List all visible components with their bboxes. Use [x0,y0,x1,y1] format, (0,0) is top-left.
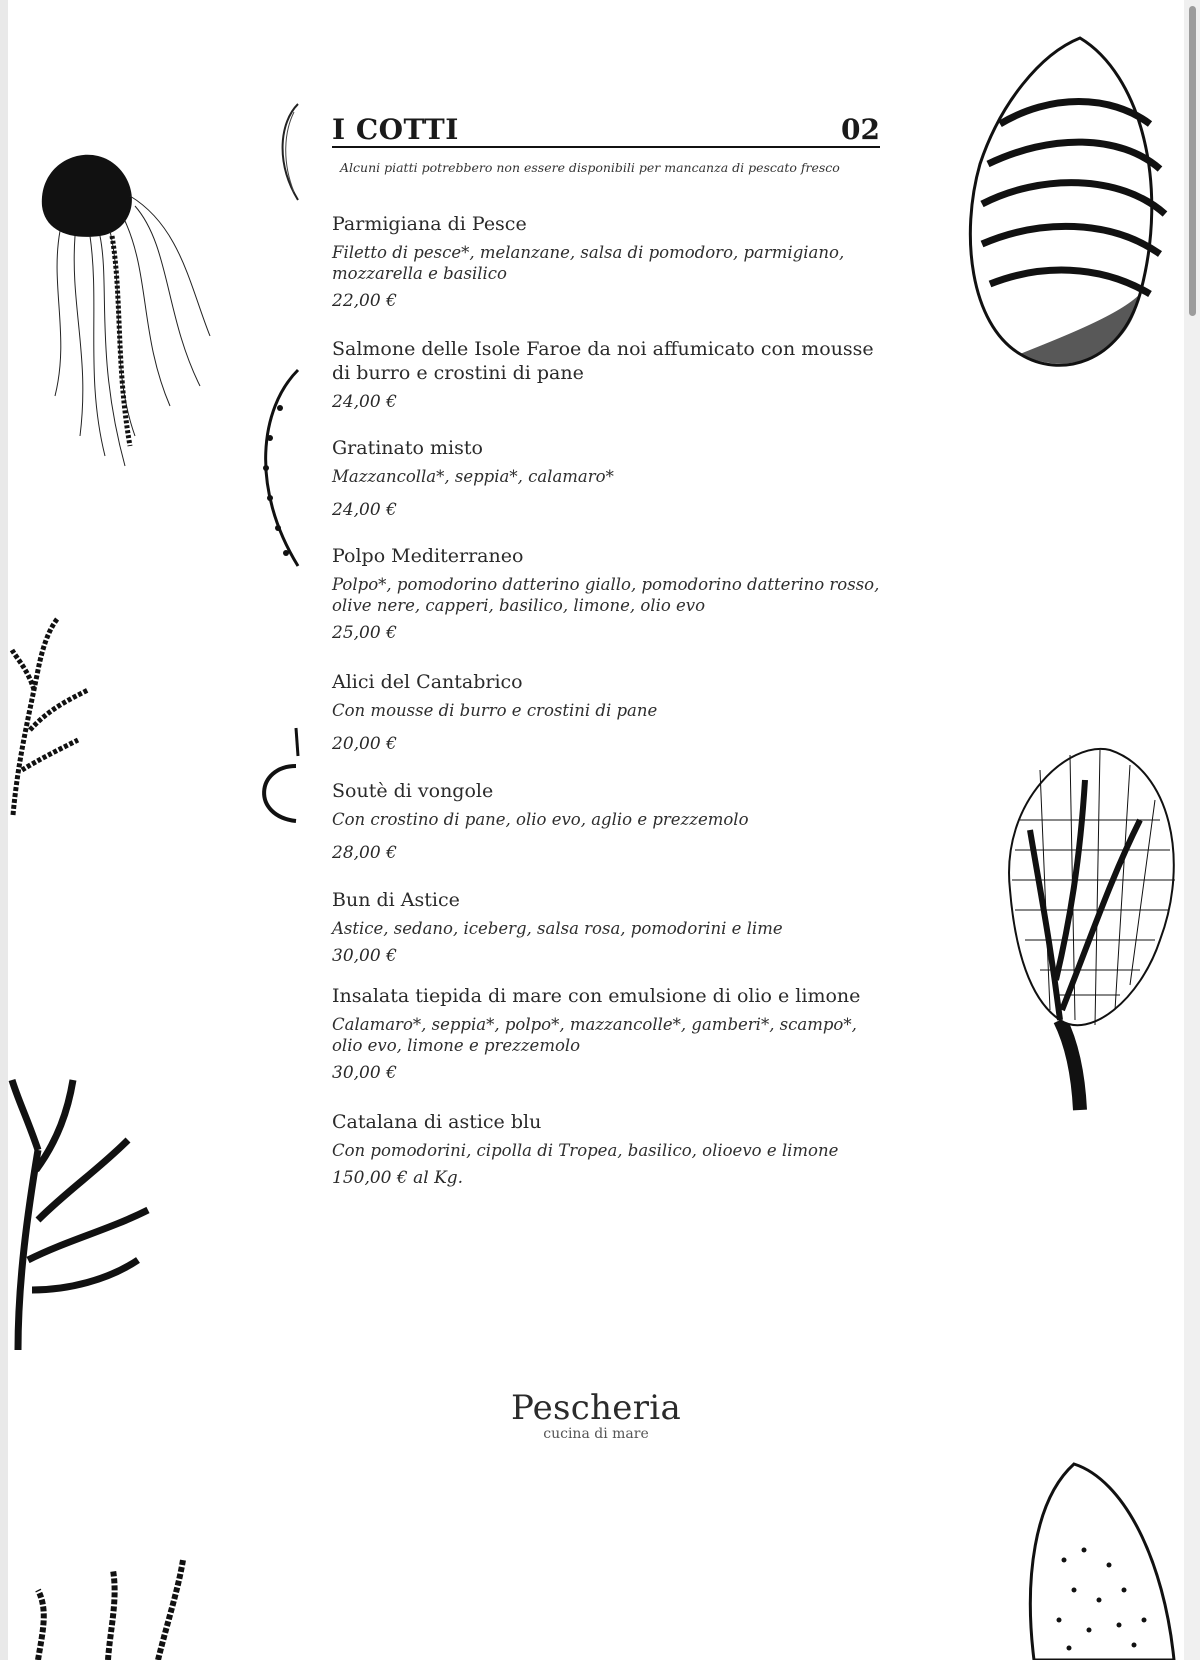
item-price: 30,00 € [332,1063,397,1083]
jellyfish-icon [30,136,220,476]
menu-item [332,337,892,413]
sea-urchin-icon [270,102,300,202]
sea-fan-icon [990,740,1180,1120]
item-price: 24,00 € [332,392,397,412]
item-price: 20,00 € [332,734,397,754]
item-name: Parmigiana di Pesce [332,213,527,235]
coral-icon [18,1540,198,1660]
menu-item [332,888,892,967]
item-price: 24,00 € [332,500,397,520]
item-description: Astice, sedano, iceberg, salsa rosa, pomodorini e lime [332,919,783,938]
menu-item [332,670,892,755]
seashell-icon [960,34,1182,384]
availability-notice: Alcuni piatti potrebbero non essere disponibili per mancanza di pescato fresco [340,160,840,175]
menu-item [332,212,892,312]
item-name: Insalata tiepida di mare con emulsione di olio e limone [332,985,861,1007]
item-price: 150,00 € al Kg. [332,1168,464,1188]
item-description: Calamaro*, seppia*, polpo*, mazzancolle*, gamberi*, scampo*, olio evo, limone e prezzemolo [332,1015,857,1055]
item-name: Alici del Cantabrico [332,671,523,693]
menu-item [332,984,892,1084]
menu-item [332,1110,892,1189]
item-description: Con pomodorini, cipolla di Tropea, basilico, olioevo e limone [332,1141,839,1160]
scrollbar[interactable] [1184,0,1200,1660]
brand-name: Pescheria [510,1388,682,1428]
item-description: Con crostino di pane, olio evo, aglio e prezzemolo [332,810,749,829]
item-name: Salmone delle Isole Faroe da noi affumicato con mousse di burro e crostini di pane [332,338,874,384]
seashell-icon [246,726,300,836]
item-description: Filetto di pesce*, melanzane, salsa di pomodoro, parmigiano, mozzarella e basilico [332,243,845,283]
menu-page [8,0,1184,1660]
item-name: Soutè di vongole [332,780,494,802]
brand-logo [8,1388,1184,1442]
item-description: Mazzancolla*, seppia*, calamaro* [332,467,614,486]
brand-tagline: cucina di mare [543,1426,649,1442]
item-description: Con mousse di burro e crostini di pane [332,701,658,720]
page-number: 02 [841,113,880,146]
item-name: Gratinato misto [332,437,483,459]
item-description: Polpo*, pomodorino datterino giallo, pomodorino datterino rosso, olive nere, capperi, basilico, limone, olio evo [332,575,880,615]
item-name: Polpo Mediterraneo [332,545,524,567]
item-price: 22,00 € [332,291,397,311]
section-header [332,112,880,148]
menu-item [332,779,892,864]
item-price: 30,00 € [332,946,397,966]
item-price: 28,00 € [332,843,397,863]
coral-icon [8,610,98,820]
sea-urchin-icon [250,368,300,568]
scrollbar-thumb[interactable] [1189,6,1196,316]
coral-icon [8,1060,158,1350]
menu-item [332,544,892,644]
item-name: Bun di Astice [332,889,460,911]
section-title: I COTTI [332,113,459,146]
cone-shell-icon [1014,1460,1184,1660]
item-price: 25,00 € [332,623,397,643]
menu-item [332,436,892,521]
item-name: Catalana di astice blu [332,1111,542,1133]
